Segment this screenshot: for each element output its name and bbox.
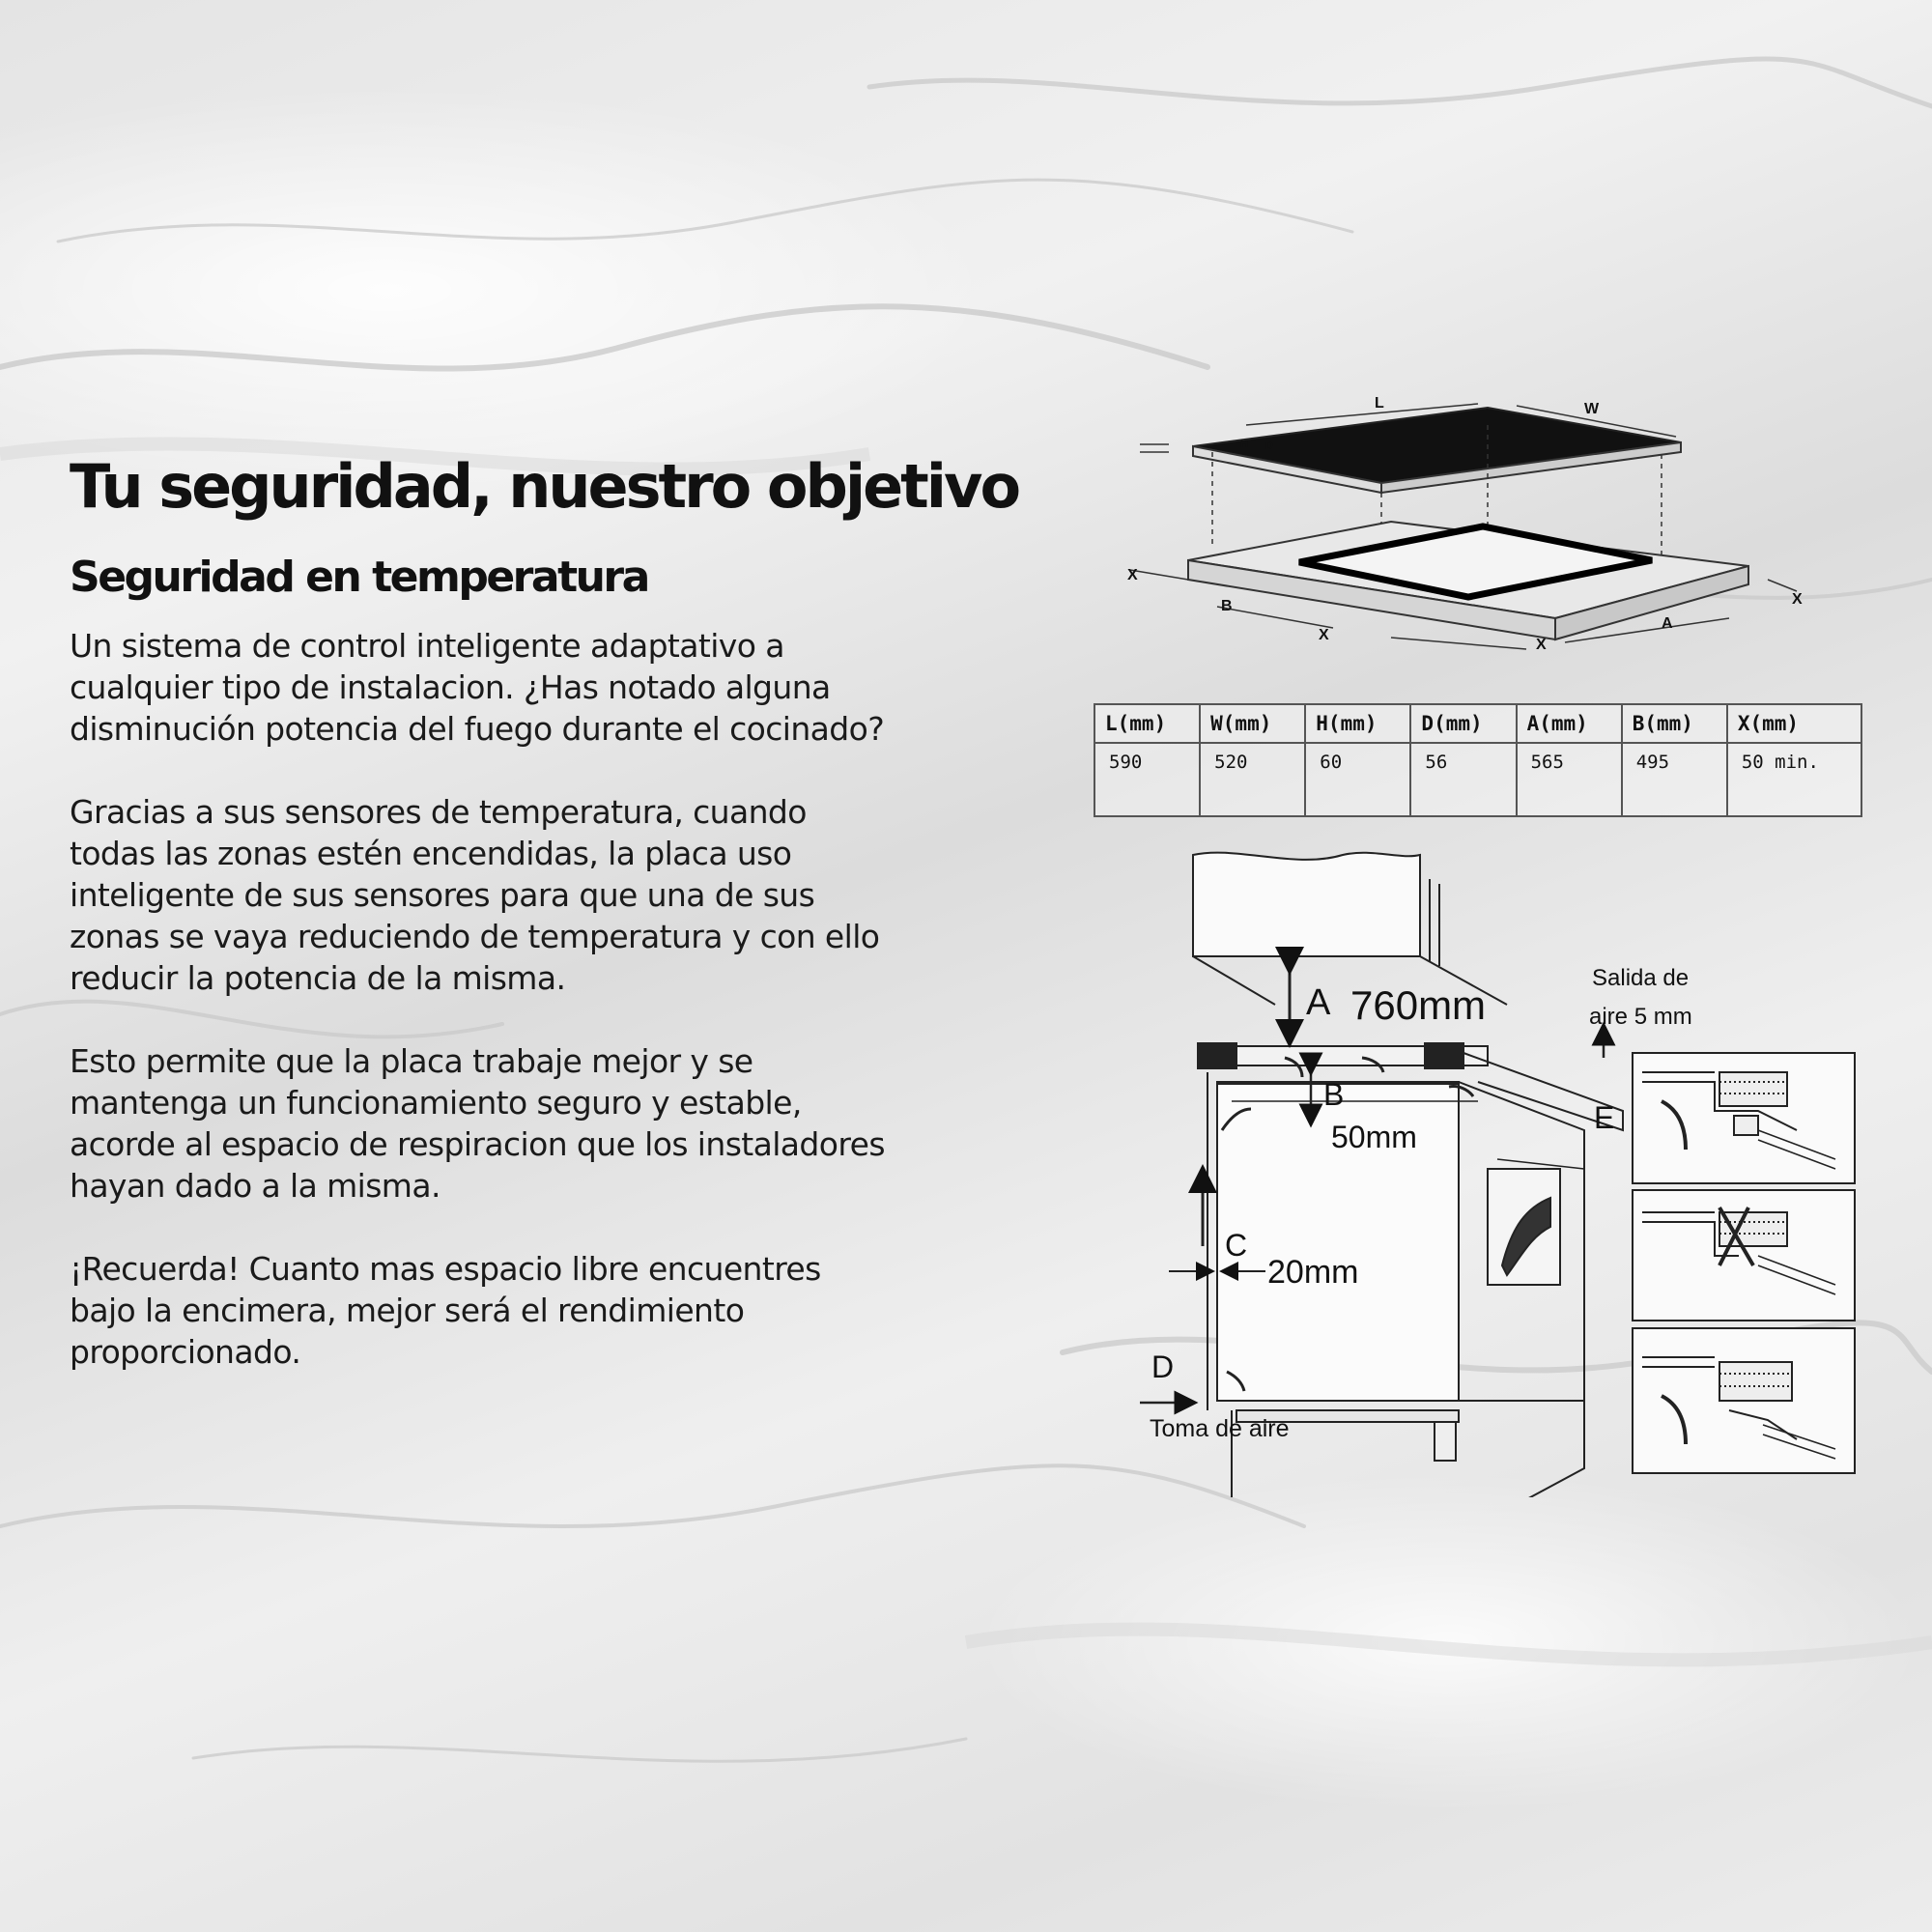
section-subtitle: Seguridad en temperatura: [70, 553, 648, 603]
table-header-cell: D(mm): [1410, 704, 1516, 743]
paragraph-line: disminución potencia del fuego durante el cocinado?: [70, 709, 885, 748]
table-cell: 590: [1094, 743, 1200, 816]
paragraph-stability: [70, 1040, 1036, 1207]
table-header-cell: X(mm): [1727, 704, 1861, 743]
table-row: [1094, 743, 1861, 816]
table-header-cell: H(mm): [1305, 704, 1410, 743]
clearance-a-letter: A: [1306, 982, 1331, 1023]
clearance-a-value: 760mm: [1350, 982, 1487, 1028]
paragraph-line: mantenga un funcionamiento seguro y estable,: [70, 1083, 802, 1122]
paragraph-intro: [70, 625, 1036, 750]
table-header-cell: B(mm): [1622, 704, 1727, 743]
paragraph-line: bajo la encimera, mejor será el rendimiento: [70, 1291, 745, 1329]
hob-cutout-diagram: [1101, 386, 1816, 676]
paragraph-line: ¡Recuerda! Cuanto mas espacio libre encuentres: [70, 1249, 821, 1288]
dim-label-d: D: [1265, 440, 1273, 452]
page-title: Tu seguridad, nuestro objetivo: [70, 451, 1019, 522]
dim-label-w: W: [1584, 401, 1600, 417]
specs-table: [1094, 703, 1862, 817]
table-cell: 56: [1410, 743, 1516, 816]
table-cell: 60: [1305, 743, 1410, 816]
paragraph-line: cualquier tipo de instalacion. ¿Has notado alguna: [70, 668, 831, 706]
table-header-cell: L(mm): [1094, 704, 1200, 743]
clearance-c-value: 20mm: [1267, 1254, 1359, 1291]
clearance-b-value: 50mm: [1331, 1120, 1417, 1154]
dim-label-h: H: [1240, 439, 1248, 450]
paragraph-line: zonas se vaya reduciendo de temperatura y con ello: [70, 917, 880, 955]
paragraph-line: reducir la potencia de la misma.: [70, 958, 566, 997]
dim-label-x: X: [1792, 591, 1803, 608]
specs-table-wrapper: [1094, 703, 1862, 817]
dim-label-x: X: [1536, 637, 1547, 653]
table-header-cell: W(mm): [1200, 704, 1305, 743]
text-column: [70, 451, 1036, 1414]
paragraph-line: acorde al espacio de respiracion que los instaladores: [70, 1124, 885, 1163]
clearance-b-letter: B: [1323, 1077, 1345, 1112]
paragraph-line: Un sistema de control inteligente adaptativo a: [70, 626, 784, 665]
table-cell: 565: [1517, 743, 1622, 816]
dim-label-a: A: [1662, 615, 1673, 632]
paragraph-line: hayan dado a la misma.: [70, 1166, 440, 1205]
dim-label-x: X: [1127, 567, 1138, 583]
air-outlet-letter: E: [1594, 1100, 1615, 1135]
table-header-cell: A(mm): [1517, 704, 1622, 743]
paragraph-line: proporcionado.: [70, 1332, 301, 1371]
table-cell: 520: [1200, 743, 1305, 816]
paragraph-reminder: [70, 1248, 1036, 1373]
air-outlet-caption-line2: aire 5 mm: [1589, 1004, 1692, 1030]
paragraph-line: Esto permite que la placa trabaje mejor y se: [70, 1041, 753, 1080]
dim-label-l: L: [1375, 395, 1384, 412]
air-intake-caption: Toma de aire: [1150, 1415, 1290, 1442]
installation-diagram: [1043, 840, 1874, 1497]
paragraph-line: todas las zonas estén encendidas, la placa uso: [70, 834, 792, 872]
clearance-c-letter: C: [1225, 1228, 1248, 1263]
paragraph-line: inteligente de sus sensores para que una de sus: [70, 875, 815, 914]
table-cell: 50 min.: [1727, 743, 1861, 816]
table-cell: 495: [1622, 743, 1727, 816]
air-outlet-caption-line1: Salida de: [1592, 965, 1690, 991]
paragraph-sensors: [70, 791, 1036, 999]
dim-label-b: B: [1221, 598, 1233, 614]
paragraph-line: Gracias a sus sensores de temperatura, cuando: [70, 792, 807, 831]
air-intake-letter: D: [1151, 1350, 1175, 1384]
dim-label-x: X: [1319, 627, 1329, 643]
table-header-row: [1094, 704, 1861, 743]
